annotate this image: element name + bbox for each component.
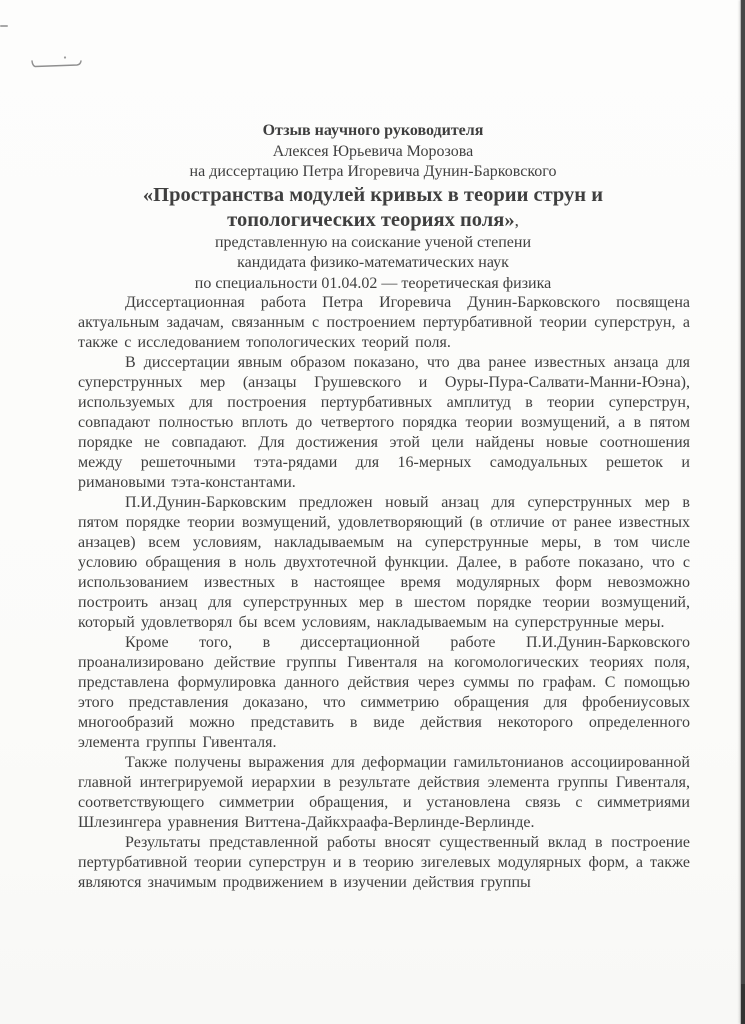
degree-line-1: представленную на соискание ученой степени — [214, 233, 532, 251]
scan-edge-right — [740, 0, 745, 1024]
dissertation-title-comma: , — [514, 210, 519, 230]
dissertation-title-line-2-text: топологических теориях поля» — [227, 208, 515, 231]
paragraph-1: Диссертационная работа Петра Игоревича Дунин-Барковского посвящена актуальным задачам, связанным с построением пертурбативной теории суперструн, а также с исследованием топологических теорий поля. — [78, 294, 690, 351]
document-header — [67, 121, 679, 294]
pen-mark-artifact — [30, 54, 86, 72]
specialty-line: по специальности 01.04.02 — теоретическая физика — [194, 274, 552, 292]
supervisor-name: Алексея Юрьевича Морозова — [272, 142, 474, 160]
paragraph-6: Результаты представленной работы вносят существенный вклад в построение пертурбативной теории суперструн и в теорию зигелевых модулярных форм, а также являются значимым продвижением в изучении действия группы — [78, 834, 690, 891]
paragraph-2: В диссертации явным образом показано, что два ранее известных анзаца для суперструнных мер (анзацы Грушевского и Оуры-Пура-Салвати-Манни-Юэна), используемых для построения пертурбативных амплитуд в теории суперструн, совпадают полностью вплоть до четвертого порядка теории возмущений, а в пятом порядке не совпадают. Для достижения этой цели найдены новые соотношения между решеточными тэта-рядами для 16-мерных самодуальных решеток и римановыми тэта-константами. — [78, 354, 690, 491]
dissertation-title-line-1: «Пространства модулей кривых в теории струн и — [142, 183, 604, 206]
thesis-author-line: на диссертацию Петра Игоревича Дунин-Барковского — [189, 163, 557, 180]
scan-artifact-top-left — [0, 25, 8, 27]
document-body — [78, 293, 690, 893]
scan-edge-bottom-right — [741, 984, 745, 1024]
degree-line-2: кандидата физико-математических наук — [237, 254, 509, 271]
paragraph-5: Также получены выражения для деформации гамильтонианов ассоциированной главной интегрируемой иерархии в результате действия элемента группы Гивенталя, соответствующего симметрии обращения, и установлена связь с симметриями Шлезингера уравнения Виттена-Дайкхраафа-Верлинде-Верлинде. — [78, 754, 690, 831]
dissertation-title-line-2 — [67, 208, 679, 233]
paragraph-3: П.И.Дунин-Барковским предложен новый анзац для суперструнных мер в пятом порядке теории возмущений, удовлетворяющий (в отличие от ранее известных анзацев) всем условиям, накладываемым на суперструнные меры, в том числе условию обращения в ноль двухтотечной функции. Далее, в работе показано, что с использованием известных в настоящее время модулярных форм невозможно построить анзац для суперструнных мер в шестом порядке теории возмущений, который удовлетворял бы всем условиям, накладываемым на суперструнные меры. — [78, 494, 690, 631]
review-heading: Отзыв научного руководителя — [262, 122, 484, 139]
paragraph-4: Кроме того, в диссертационной работе П.И.Дунин-Барковского проанализировано действие группы Гивенталя на когомологических теориях поля, представлена формулировка данного действия через суммы по графам. С помощью этого представления доказано, что симметрию обращения для фробениусовых многообразий можно представить в виде действия некоторого определенного элемента группы Гивенталя. — [78, 634, 690, 751]
